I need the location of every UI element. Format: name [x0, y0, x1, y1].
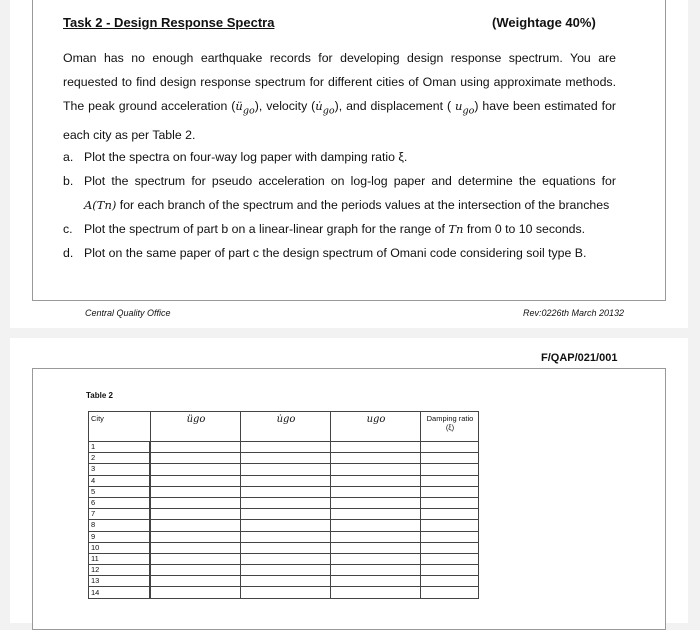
- page-1: [10, 0, 688, 328]
- damping-cell: [420, 542, 478, 553]
- accel-cell: [150, 453, 240, 464]
- city-number: 1: [89, 442, 151, 453]
- city-number: 6: [89, 497, 151, 508]
- list-item-d: d. Plot on the same paper of part c the design spectrum of Omani code considering soil type B.: [63, 246, 587, 260]
- city-number: 3: [89, 464, 151, 475]
- city-number: 13: [89, 576, 151, 587]
- damping-cell: [420, 587, 478, 598]
- velocity-cell: [240, 520, 330, 531]
- footer-revision: Rev:0226th March 20132: [523, 308, 625, 318]
- displacement-cell: [330, 442, 420, 453]
- intro-text-4: ) have been estimated for each city as per Table 2.: [63, 99, 617, 143]
- displacement-cell: [330, 497, 420, 508]
- table-row: [89, 542, 479, 553]
- damping-cell: [420, 497, 478, 508]
- city-number: 4: [89, 475, 151, 486]
- displacement-cell: [330, 576, 420, 587]
- task-title: Task 2 - Design Response Spectra: [63, 15, 275, 30]
- damping-cell: [420, 453, 478, 464]
- velocity-cell: [240, 576, 330, 587]
- velocity-cell: [240, 531, 330, 542]
- table-row: [89, 497, 479, 508]
- velocity-cell: [240, 542, 330, 553]
- table-header-row: [89, 412, 479, 442]
- damping-cell: [420, 509, 478, 520]
- table-row: [89, 576, 479, 587]
- intro-text-1: Oman has no enough earthquake records for developing design response spectrum. You are requested to find design response spectrum for different cities of Oman using approximate methods. The peak ground acceleration (: [63, 51, 616, 113]
- accel-cell: [150, 486, 240, 497]
- city-number: 12: [89, 565, 151, 576]
- velocity-cell: [240, 497, 330, 508]
- list-item-a: a. Plot the spectra on four-way log paper with damping ratio ξ.: [63, 150, 408, 164]
- table-row: [89, 475, 479, 486]
- damping-cell: [420, 576, 478, 587]
- table-row: [89, 565, 479, 576]
- damping-cell: [420, 531, 478, 542]
- table-row: [89, 442, 479, 453]
- accel-cell: [150, 464, 240, 475]
- task-list: [63, 145, 616, 265]
- damping-cell: [420, 565, 478, 576]
- damping-cell: [420, 464, 478, 475]
- damping-cell: [420, 520, 478, 531]
- displacement-cell: [330, 542, 420, 553]
- header-displacement: ugo: [330, 412, 420, 442]
- velocity-cell: [240, 442, 330, 453]
- velocity-cell: [240, 553, 330, 564]
- velocity-cell: [240, 565, 330, 576]
- header-damping: Damping ratio (ξ): [420, 412, 478, 442]
- velocity-symbol: $u̇_{go}$: [315, 99, 335, 117]
- displacement-cell: [330, 453, 420, 464]
- city-number: 8: [89, 520, 151, 531]
- list-item-c: c. Plot the spectrum of part b on a linear-linear graph for the range of Tn from 0 to 10 seconds.: [63, 222, 586, 236]
- city-number: 5: [89, 486, 151, 497]
- header-velocity: u̇go: [240, 412, 330, 442]
- city-number: 7: [89, 509, 151, 520]
- accel-cell: [150, 442, 240, 453]
- displacement-cell: [330, 565, 420, 576]
- displacement-symbol: $u_{go}$: [455, 99, 475, 117]
- header-acceleration: ügo: [150, 412, 240, 442]
- table-label: Table 2: [86, 391, 113, 400]
- city-number: 2: [89, 453, 151, 464]
- table-row: [89, 531, 479, 542]
- list-item-b: b. Plot the spectrum for pseudo acceleration on log-log paper and determine the equations for A(Tn) for each branch of the spectrum and the periods values at the intersection of the branches: [63, 174, 616, 212]
- velocity-cell: [240, 587, 330, 598]
- accel-cell: [150, 497, 240, 508]
- page-2: [10, 338, 688, 623]
- table-row: [89, 520, 479, 531]
- intro-text-3: ), and displacement (: [334, 99, 456, 113]
- intro-text-2: ), velocity (: [254, 99, 316, 113]
- city-number: 9: [89, 531, 151, 542]
- form-code: F/QAP/021/001: [541, 352, 618, 364]
- city-number: 10: [89, 542, 151, 553]
- table-row: [89, 453, 479, 464]
- math-tn: Tn: [448, 222, 464, 236]
- displacement-cell: [330, 531, 420, 542]
- weightage: (Weightage 40%): [492, 15, 596, 30]
- velocity-cell: [240, 509, 330, 520]
- accel-symbol: $ü_{go}$: [235, 99, 255, 117]
- accel-cell: [150, 531, 240, 542]
- city-number: 11: [89, 553, 151, 564]
- intro-paragraph: [63, 46, 616, 147]
- displacement-cell: [330, 587, 420, 598]
- math-a-tn: A(Tn): [84, 198, 117, 212]
- displacement-cell: [330, 486, 420, 497]
- displacement-cell: [330, 553, 420, 564]
- accel-cell: [150, 542, 240, 553]
- damping-cell: [420, 486, 478, 497]
- table-row: [89, 464, 479, 475]
- data-table: [88, 411, 479, 599]
- city-number: 14: [89, 587, 151, 598]
- damping-cell: [420, 553, 478, 564]
- displacement-cell: [330, 509, 420, 520]
- accel-cell: [150, 520, 240, 531]
- table-row: [89, 587, 479, 598]
- accel-cell: [150, 553, 240, 564]
- table-row: [89, 509, 479, 520]
- displacement-cell: [330, 464, 420, 475]
- footer-office: Central Quality Office: [85, 308, 171, 318]
- accel-cell: [150, 509, 240, 520]
- accel-cell: [150, 475, 240, 486]
- velocity-cell: [240, 464, 330, 475]
- table-row: [89, 553, 479, 564]
- damping-cell: [420, 442, 478, 453]
- table-row: [89, 486, 479, 497]
- displacement-cell: [330, 520, 420, 531]
- velocity-cell: [240, 486, 330, 497]
- header-city: City: [89, 412, 151, 442]
- accel-cell: [150, 587, 240, 598]
- accel-cell: [150, 565, 240, 576]
- displacement-cell: [330, 475, 420, 486]
- accel-cell: [150, 576, 240, 587]
- velocity-cell: [240, 475, 330, 486]
- damping-cell: [420, 475, 478, 486]
- velocity-cell: [240, 453, 330, 464]
